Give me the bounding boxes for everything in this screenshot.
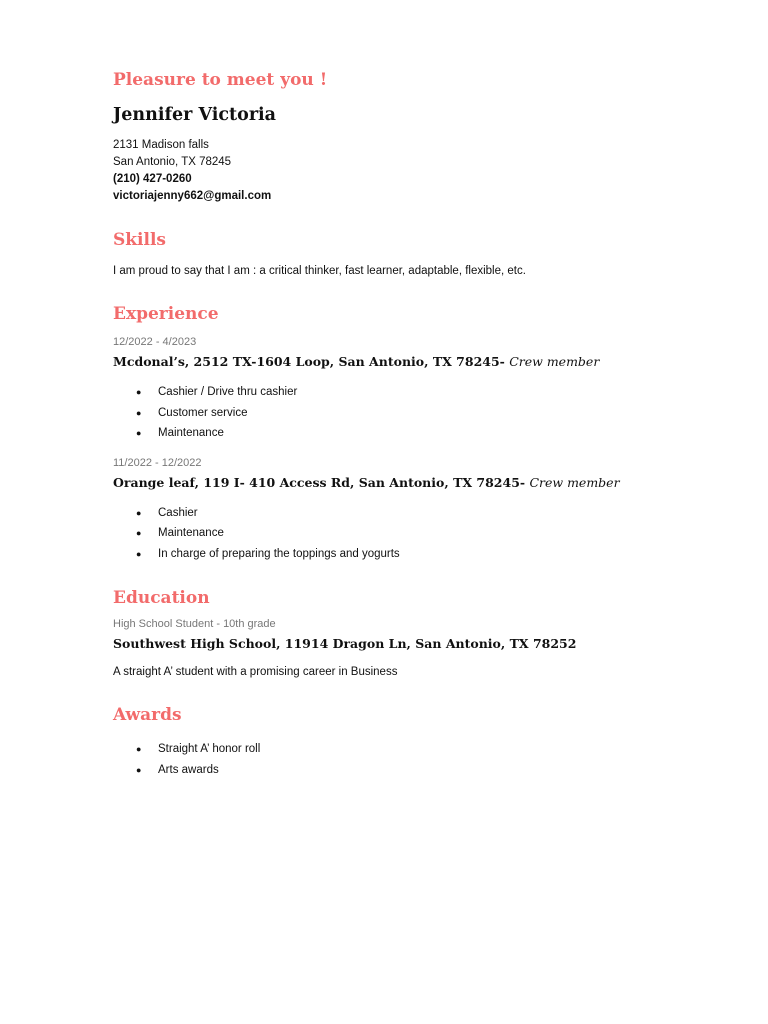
job-entry: [113, 334, 723, 444]
job-title-line: [113, 352, 723, 372]
applicant-name: Jennifer Victoria: [113, 105, 277, 125]
bullet-dot: ●: [136, 548, 142, 559]
list-item: [113, 403, 723, 424]
list-item: [113, 760, 723, 781]
bullet-dot: ●: [136, 407, 142, 418]
contact-street: 2131 Madison falls: [113, 139, 209, 151]
contact-email: victoriajenny662@gmail.com: [113, 190, 272, 202]
education-heading: Education: [113, 588, 210, 608]
job-dates: 12/2022 - 4/2023: [113, 336, 197, 348]
bullet-dot: ●: [136, 744, 142, 754]
bullet-dot: ●: [136, 764, 142, 775]
resume-page: [113, 66, 723, 780]
duty-text: Cashier: [158, 506, 198, 519]
job-separator: -: [519, 474, 530, 490]
greeting-heading: Pleasure to meet you !: [113, 70, 328, 90]
job-employer: Orange leaf, 119 I- 410 Access Rd, San Antonio, TX 78245: [113, 474, 520, 490]
contact-phone: (210) 427-0260: [113, 173, 192, 185]
awards-list: [113, 739, 723, 780]
bullet-dot: ●: [136, 428, 142, 438]
education-description: A straight A’ student with a promising career in Business: [113, 666, 398, 678]
award-text: Arts awards: [158, 763, 219, 776]
duty-text: Cashier / Drive thru cashier: [158, 386, 298, 398]
job-duties-list: [113, 503, 723, 565]
duty-text: Maintenance: [158, 527, 224, 539]
job-duties-list: [113, 382, 723, 444]
job-separator: -: [499, 354, 510, 369]
list-item: [113, 503, 723, 524]
job-dates: 11/2022 - 12/2022: [113, 456, 202, 469]
experience-heading: Experience: [113, 304, 219, 324]
education-subtitle: High School Student - 10th grade: [113, 618, 276, 630]
bullet-dot: ●: [136, 387, 142, 397]
skills-heading: Skills: [113, 230, 167, 250]
award-text: Straight A’ honor roll: [158, 743, 261, 755]
list-item: [113, 739, 723, 760]
duty-text: Maintenance: [158, 427, 224, 439]
job-employer: Mcdonal’s, 2512 TX-1604 Loop, San Antonio, TX 78245: [113, 354, 500, 369]
job-entry: [113, 455, 723, 565]
job-title-line: [113, 473, 723, 493]
bullet-dot: ●: [136, 528, 142, 538]
list-item: [113, 423, 723, 444]
awards-heading: Awards: [113, 705, 182, 725]
skills-text: I am proud to say that I am : a critical thinker, fast learner, adaptable, flexible, etc.: [113, 265, 526, 277]
list-item: [113, 523, 723, 544]
list-item: [113, 544, 723, 565]
list-item: [113, 382, 723, 403]
bullet-dot: ●: [136, 507, 142, 518]
duty-text: Customer service: [158, 406, 248, 419]
job-role: Crew member: [509, 354, 600, 369]
duty-text: In charge of preparing the toppings and yogurts: [158, 547, 400, 560]
school-line: Southwest High School, 11914 Dragon Ln, San Antonio, TX 78252: [113, 636, 577, 651]
job-role: Crew member: [529, 474, 620, 490]
contact-city: San Antonio, TX 78245: [113, 156, 232, 168]
contact-block: [113, 137, 723, 205]
